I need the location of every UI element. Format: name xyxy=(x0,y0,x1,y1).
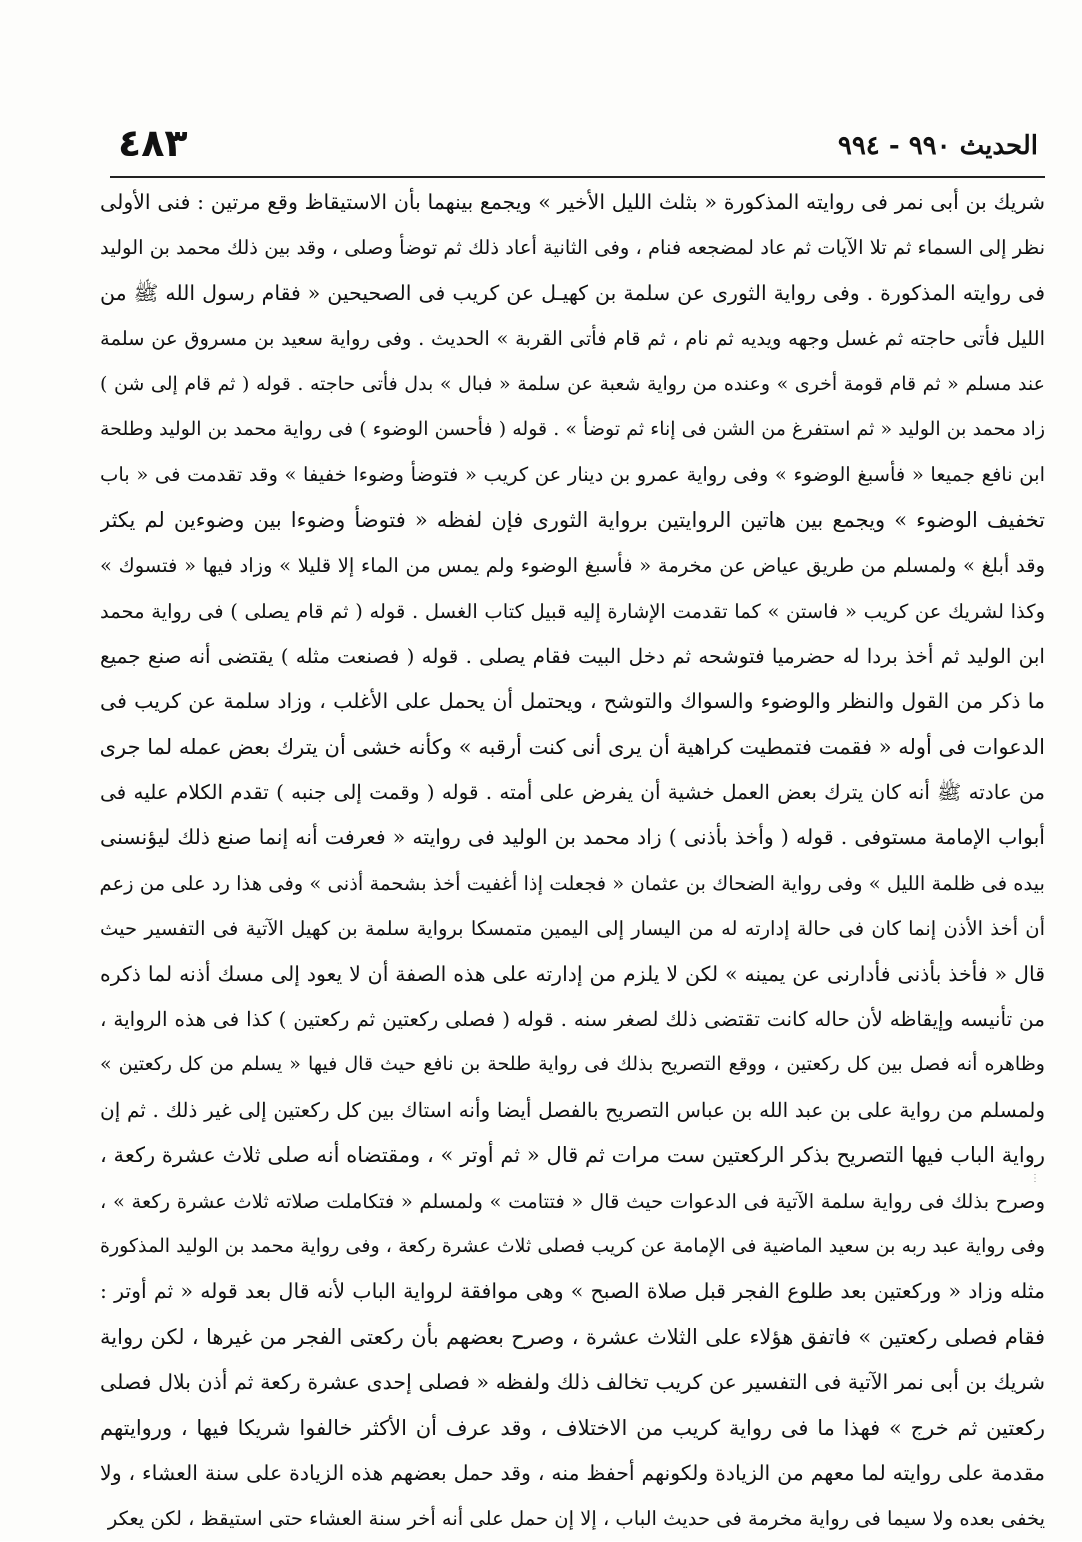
text-line: زاد محمد بن الوليد « ثم استفرغ من الشن فى إناء ثم توضأ » . قوله ( فأحسن الوضوء ) فى رواية محمد بن الوليد وطلحة xyxy=(100,417,1045,440)
text-line: شريك بن أبى نمر فى روايته المذكورة « بثلث الليل الأخير » ويجمع بينهما بأن الاستيقاظ وقع مرتين : فنى الأولى xyxy=(100,190,1045,214)
text-line: فى روايته المذكورة . وفى رواية الثورى عن سلمة بن كهيـل عن كريب فى الصحيحين « فقام رسول الله ﷺ من xyxy=(100,280,1045,305)
text-line: وفى رواية عبد ربه بن سعيد الماضية فى الإمامة عن كريب فصلى ثلاث عشرة ركعة ، وفى رواية محمد بن الوليد المذكورة xyxy=(100,1234,1045,1257)
text-line: أن أخذ الأذن إنما كان فى حالة إدارته له من اليسار إلى اليمين متمسكا برواية سلمة بن كهيل الآتية فى التفسير حيث xyxy=(100,917,1045,941)
text-line: بيده فى ظلمة الليل » وفى رواية الضحاك بن عثمان « فجعلت إذا أغفيت أخذ بشحمة أذنى » وفى هذا رد على من زعم xyxy=(100,871,1045,895)
text-line: الليل فأتى حاجته ثم غسل وجهه ويديه ثم نام ، ثم قام فأتى القربة » الحديث . وفى رواية سعيد بن مسروق عن سلمة xyxy=(100,327,1045,351)
text-line: وكذا لشريك عن كريب « فاستن » كما تقدمت الإشارة إليه قبيل كتاب الغسل . قوله ( ثم قام يصلى ) فى رواية محمد xyxy=(100,599,1045,623)
text-line: وصرح بذلك فى رواية سلمة الآتية فى الدعوات حيث قال « فتتامت » ولمسلم « فتكاملت صلاته ثلاث عشرة ركعة » ، xyxy=(100,1189,1045,1213)
text-line: ركعتين ثم خرج » فهذا ما فى رواية كريب من الاختلاف ، وقد عرف أن الأكثر خالفوا شريكا فيها ، وروايتهم xyxy=(100,1415,1045,1440)
header-rule xyxy=(110,176,1045,178)
margin-mark: ⋮ xyxy=(1030,1173,1040,1184)
text-line: رواية الباب فيها التصريح بذكر الركعتين ست مرات ثم قال « ثم أوتر » ، ومقتضاه أنه صلى ثلاث عشرة ركعة ، xyxy=(100,1143,1045,1168)
text-line: أبواب الإمامة مستوفى . قوله ( وأخذ بأذنى ) زاد محمد بن الوليد فى روايته « فعرفت أنه إنما صنع ذلك ليؤنسنى xyxy=(100,825,1045,850)
page-header xyxy=(118,118,1038,174)
text-line: وظاهره أنه فصل بين كل ركعتين ، ووقع التصريح بذلك فى رواية طلحة بن نافع حيث قال فيها « يسلم من كل ركعتين » xyxy=(100,1053,1045,1076)
text-line: الدعوات فى أوله « فقمت فتمطيت كراهية أن يرى أنى كنت أرقبه » وكأنه خشى أن يترك بعض عمله لما جرى xyxy=(100,734,1045,759)
text-line: تخفيف الوضوء » ويجمع بين هاتين الروايتين برواية الثورى فإن لفظه « فتوضأ وضوءا بين وضوءين لم يكثر xyxy=(100,507,1045,532)
text-line: قال « فأخذ بأذنى فأدارنى عن يمينه » لكن لا يلزم من إدارته على هذه الصفة أن لا يعود إلى مسك أذنه لما ذكره xyxy=(100,961,1045,986)
text-line: عند مسلم « ثم قام قومة أخرى » وعنده من رواية شعبة عن سلمة « فبال » بدل فأتى حاجته . قوله ( ثم قام إلى شن ) xyxy=(100,372,1045,395)
text-line: شريك بن أبى نمر الآتية فى التفسير عن كريب تخالف ذلك ولفظه « فصلى إحدى عشرة ركعة ثم أذن بلال فصلى xyxy=(100,1370,1045,1395)
text-line: من تأنيسه وإيقاظه لأن حاله كانت تقتضى ذلك لصغر سنه . قوله ( فصلى ركعتين ثم ركعتين ) كذا فى هذه الرواية ، xyxy=(100,1007,1045,1032)
text-line: مقدمة على روايته لما معهم من الزيادة ولكونهم أحفظ منه ، وقد حمل بعضهم هذه الزيادة على سنة العشاء ، ولا xyxy=(100,1460,1045,1485)
text-line: ولمسلم من رواية على بن عبد الله بن عباس التصريح بالفصل أيضا وأنه استاك بين كل ركعتين إلى غير ذلك . ثم إن xyxy=(100,1097,1045,1122)
text-line: ابن الوليد ثم أخذ بردا له حضرميا فتوشحه ثم دخل البيت فقام يصلى . قوله ( فصنعت مثله ) يقتضى أنه صنع جميع xyxy=(100,643,1045,668)
text-line: من عادته ﷺ أنه كان يترك بعض العمل خشية أن يفرض على أمته . قوله ( وقمت إلى جنبه ) تقدم الكلام عليه فى xyxy=(100,780,1045,805)
page-number: ٤٨٣ xyxy=(118,121,188,165)
text-line: نظر إلى السماء ثم تلا الآيات ثم عاد لمضجعه فنام ، وفى الثانية أعاد ذلك ثم توضأ وصلى ، وقد بين ذلك محمد بن الوليد xyxy=(100,236,1045,260)
text-line: وقد أبلغ » ولمسلم من طريق عياض عن مخرمة « فأسبغ الوضوء ولم يمس من الماء إلا قليلا » وزاد فيها « فتسوك » xyxy=(100,554,1045,578)
text-line: ما ذكر من القول والنظر والوضوء والسواك والتوشح ، ويحتمل أن يحمل على الأغلب ، وزاد سلمة عن كريب فى xyxy=(100,689,1045,714)
running-title: الحديث ٩٩٠ - ٩٩٤ xyxy=(837,131,1038,161)
text-line: فقام فصلى ركعتين » فاتفق هؤلاء على الثلاث عشرة ، وصرح بعضهم بأن ركعتى الفجر من غيرها ، لكن رواية xyxy=(100,1324,1045,1349)
body-text xyxy=(100,180,1045,1542)
text-line: يخفى بعده ولا سيما فى رواية مخرمة فى حديث الباب ، إلا إن حمل على أنه أخر سنة العشاء حتى استيقظ ، لكن يعكر xyxy=(107,1507,1045,1531)
text-line: ابن نافع جميعا « فأسبغ الوضوء » وفى رواية عمرو بن دينار عن كريب « فتوضأ وضوءا خفيفا » وقد تقدمت فى « باب xyxy=(100,463,1045,487)
text-line: مثله وزاد « وركعتين بعد طلوع الفجر قبل صلاة الصبح » وهى موافقة لرواية الباب لأنه قال بعد قوله « ثم أوتر : xyxy=(100,1279,1045,1304)
